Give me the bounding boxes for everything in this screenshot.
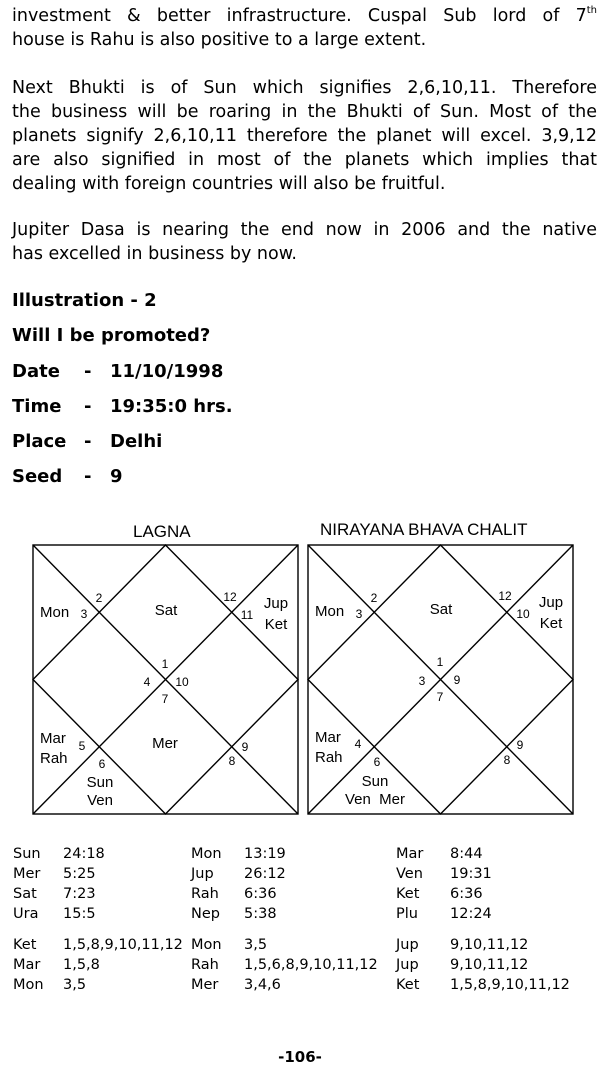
planet-name: Sun (13, 846, 41, 862)
page-number: -106- (278, 1048, 322, 1066)
planet-name: Mar (13, 957, 41, 973)
lagna-chart (32, 544, 300, 816)
planet-name: Rah (191, 957, 219, 973)
table-row (13, 957, 593, 977)
house-list: 1,5,6,8,9,10,11,12 (244, 957, 378, 973)
planet-ven-mer: Ven Mer (344, 791, 406, 808)
planet-name: Mer (13, 866, 41, 882)
planet-degree: 13:19 (244, 846, 286, 862)
detail-value: 9 (110, 466, 123, 487)
detail-value: 19:35:0 hrs. (110, 396, 233, 417)
planet-ven: Ven (87, 792, 113, 809)
para3-line1: Jupiter Dasa is nearing the end now in 2006 and the native (12, 220, 597, 240)
significators-table (13, 937, 593, 999)
planet-name: Mon (191, 846, 222, 862)
detail-dash: - (84, 466, 92, 487)
house-8-number: 8 (228, 754, 236, 768)
house-4-number: 4 (143, 675, 151, 689)
para1-line1: investment & better infrastructure. Cuspal Sub lord of 7 (12, 6, 587, 26)
planet-degree: 19:31 (450, 866, 492, 882)
house-list: 9,10,11,12 (450, 957, 529, 973)
house-12-number: 12 (498, 589, 512, 603)
para2-line1: Next Bhukti is of Sun which signifies 2,6,10,11. Therefore (12, 78, 597, 98)
planet-name: Sat (13, 886, 37, 902)
bhava-chalit-chart (307, 544, 575, 816)
planet-mar: Mar (40, 730, 66, 747)
planet-degree: 8:44 (450, 846, 483, 862)
para2-line5: dealing with foreign countries will also be fruitful. (12, 174, 446, 194)
planet-name: Plu (396, 906, 418, 922)
planet-degree: 26:12 (244, 866, 286, 882)
planet-name: Rah (191, 886, 219, 902)
planet-degree: 6:36 (244, 886, 277, 902)
planet-name: Mer (191, 977, 219, 993)
para2-line2: the business will be roaring in the Bhukti of Sun. Most of the (12, 102, 597, 122)
planet-degree: 24:18 (63, 846, 105, 862)
detail-label: Date (12, 361, 60, 382)
planet-mon: Mon (315, 603, 345, 620)
detail-label: Place (12, 431, 67, 452)
planet-ket: Ket (539, 615, 563, 632)
planet-degree: 5:25 (63, 866, 96, 882)
detail-dash: - (84, 396, 92, 417)
table-row (13, 977, 593, 997)
house-5-number: 4 (354, 737, 362, 751)
house-4-number: 3 (418, 674, 426, 688)
detail-label: Time (12, 396, 62, 417)
planet-degree: 12:24 (450, 906, 492, 922)
planet-name: Ket (13, 937, 37, 953)
para3-line2: has excelled in business by now. (12, 244, 297, 264)
detail-dash: - (84, 361, 92, 382)
detail-label: Seed (12, 466, 63, 487)
paragraph-3 (12, 218, 597, 266)
para2-line3: planets signify 2,6,10,11 therefore the planet will excel. 3,9,12 (12, 126, 597, 146)
house-list: 3,5 (63, 977, 87, 993)
house-list: 3,5 (244, 937, 268, 953)
planet-ket: Ket (264, 616, 288, 633)
house-list: 1,5,8,9,10,11,12 (450, 977, 570, 993)
planet-name: Nep (191, 906, 220, 922)
house-list: 9,10,11,12 (450, 937, 529, 953)
house-7-number: 7 (161, 692, 169, 706)
planet-mon: Mon (40, 604, 70, 621)
house-list: 3,4,6 (244, 977, 281, 993)
house-1-number: 1 (161, 657, 169, 671)
house-12-number: 12 (223, 590, 237, 604)
house-2-number: 2 (370, 591, 378, 605)
planet-rah: Rah (40, 750, 68, 767)
planet-name: Ket (396, 886, 420, 902)
planet-degree: 7:23 (63, 886, 96, 902)
house-3-number: 3 (355, 607, 363, 621)
house-list: 1,5,8,9,10,11,12 (63, 937, 183, 953)
house-9-number: 9 (516, 738, 524, 752)
planet-name: Ura (13, 906, 39, 922)
planet-name: Jup (396, 937, 419, 953)
planet-jup: Jup (538, 594, 564, 611)
planet-name: Mon (191, 937, 222, 953)
paragraph-2 (12, 76, 597, 196)
house-3-number: 3 (80, 607, 88, 621)
house-11-number: 10 (516, 607, 530, 621)
detail-value: Delhi (110, 431, 163, 452)
house-1-number: 1 (436, 655, 444, 669)
planet-degree: 5:38 (244, 906, 277, 922)
house-6-number: 6 (98, 757, 106, 771)
planet-sat: Sat (154, 602, 178, 619)
house-2-number: 2 (95, 591, 103, 605)
table-row (13, 846, 593, 866)
table-row (13, 937, 593, 957)
house-5-number: 5 (78, 739, 86, 753)
table-row (13, 866, 593, 886)
para1-line2: house is Rahu is also positive to a large extent. (12, 30, 427, 50)
planet-name: Ven (396, 866, 423, 882)
planet-positions-table (13, 846, 593, 928)
house-10-number: 10 (175, 675, 189, 689)
illustration-question: Will I be promoted? (12, 325, 211, 346)
planet-name: Mar (396, 846, 424, 862)
table-row (13, 906, 593, 926)
planet-jup: Jup (263, 595, 289, 612)
planet-degree: 6:36 (450, 886, 483, 902)
house-6-number: 6 (373, 755, 381, 769)
house-8-number: 8 (503, 753, 511, 767)
paragraph-1 (12, 4, 597, 52)
table-row (13, 886, 593, 906)
planet-degree: 15:5 (63, 906, 96, 922)
planet-mer: Mer (152, 735, 178, 752)
house-7-number: 7 (436, 690, 444, 704)
planet-sat: Sat (429, 601, 453, 618)
superscript-th: th (586, 5, 597, 16)
planet-name: Jup (191, 866, 214, 882)
illustration-heading: Illustration - 2 (12, 290, 157, 311)
detail-dash: - (84, 431, 92, 452)
planet-name: Jup (396, 957, 419, 973)
planet-name: Ket (396, 977, 420, 993)
house-list: 1,5,8 (63, 957, 100, 973)
house-9-number: 9 (241, 740, 249, 754)
house-10-number: 9 (453, 673, 461, 687)
planet-sun: Sun (361, 773, 389, 790)
para2-line4: are also signified in most of the planets which implies that (12, 150, 597, 170)
planet-name: Mon (13, 977, 44, 993)
detail-value: 11/10/1998 (110, 361, 224, 382)
planet-sun: Sun (86, 774, 114, 791)
bhava-chart-title: NIRAYANA BHAVA CHALIT (320, 520, 528, 539)
planet-mar: Mar (315, 729, 341, 746)
house-11-number: 11 (240, 608, 254, 622)
planet-rah: Rah (315, 749, 343, 766)
lagna-chart-title: LAGNA (133, 522, 191, 541)
